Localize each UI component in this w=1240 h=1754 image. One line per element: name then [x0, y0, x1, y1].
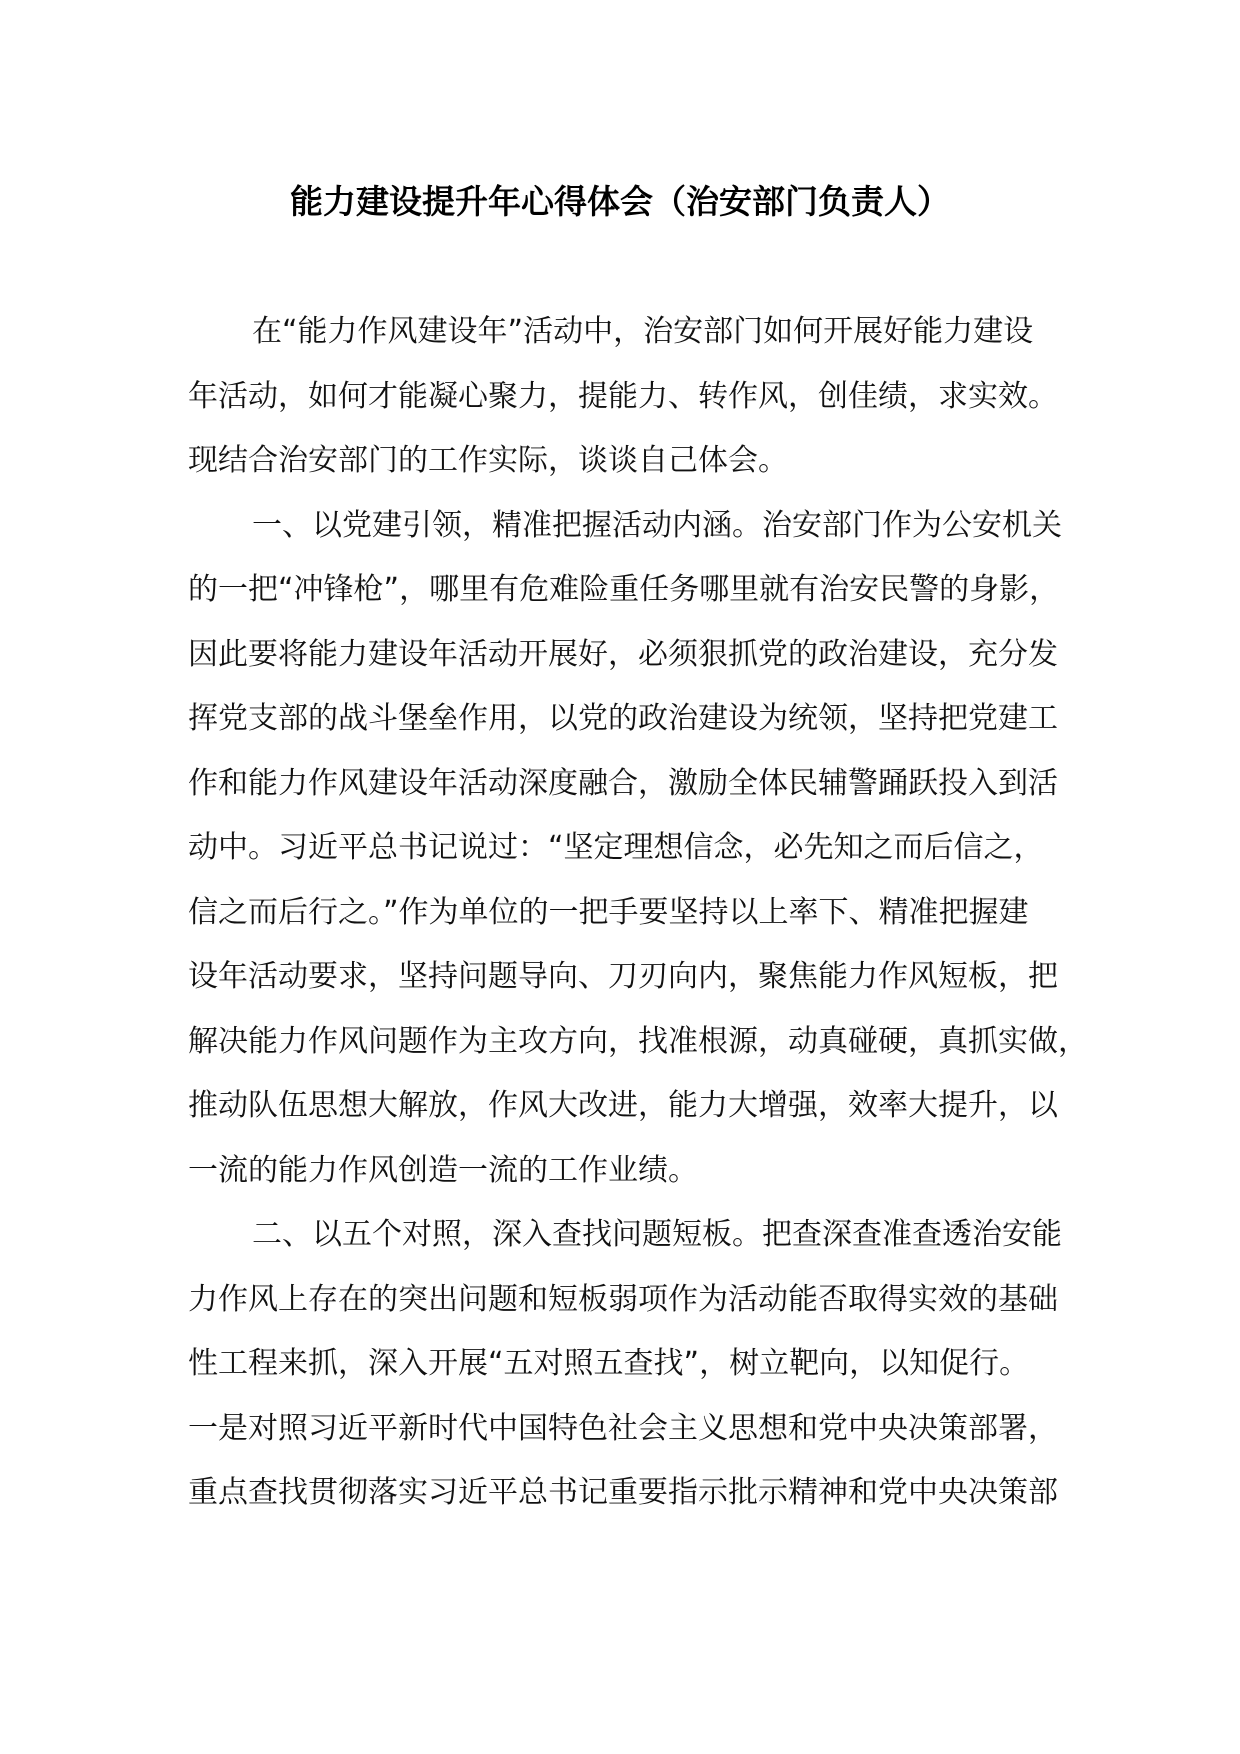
paragraph-line: 在“能力作风建设年”活动中，治安部门如何开展好能力建设 — [252, 314, 1034, 349]
paragraph-line: 推动队伍思想大解放，作风大改进，能力大增强，效率大提升，以 — [188, 1088, 1058, 1123]
paragraph-line: 一、以党建引领，精准把握活动内涵。治安部门作为公安机关 — [252, 507, 1062, 543]
paragraph-line: 二、以五个对照，深入查找问题短板。把查深查准查透治安能 — [252, 1217, 1062, 1252]
paragraph-intro — [188, 300, 1068, 494]
paragraph-line: 因此要将能力建设年活动开展好，必须狠抓党的政治建设，充分发 — [188, 636, 1058, 672]
paragraph-line: 一是对照习近平新时代中国特色社会主义思想和党中央决策部署， — [188, 1410, 1058, 1446]
paragraph-line: 年活动，如何才能凝心聚力，提能力、转作风，创佳绩，求实效。 — [188, 378, 1058, 414]
paragraph-line: 动中。习近平总书记说过：“坚定理想信念，必先知之而后信之， — [188, 830, 1044, 865]
paragraph-line: 信之而后行之。”作为单位的一把手要坚持以上率下、精准把握建 — [188, 894, 1029, 930]
paragraph-line: 解决能力作风问题作为主攻方向，找准根源，动真碰硬，真抓实做， — [188, 1023, 1088, 1059]
paragraph-line: 力作风上存在的突出问题和短板弱项作为活动能否取得实效的基础 — [188, 1281, 1058, 1317]
paragraph-line: 挥党支部的战斗堡垒作用，以党的政治建设为统领，坚持把党建工 — [188, 701, 1058, 736]
document-title: 能力建设提升年心得体会（治安部门负责人） — [290, 182, 950, 221]
paragraph-section-one — [188, 494, 1088, 1204]
paragraph-line: 重点查找贯彻落实习近平总书记重要指示批示精神和党中央决策部 — [188, 1475, 1058, 1510]
paragraph-line: 现结合治安部门的工作实际，谈谈自己体会。 — [188, 443, 788, 478]
paragraph-line: 一流的能力作风创造一流的工作业绩。 — [188, 1152, 698, 1188]
paragraph-line: 性工程来抓，深入开展“五对照五查找”，树立靶向，以知促行。 — [188, 1346, 1030, 1381]
paragraph-line: 作和能力作风建设年活动深度融合，激励全体民辅警踊跃投入到活 — [188, 765, 1058, 801]
paragraph-line: 设年活动要求，坚持问题导向、刀刃向内，聚焦能力作风短板，把 — [188, 959, 1058, 994]
document-body — [188, 300, 1088, 1526]
paragraph-section-two — [188, 1203, 1068, 1526]
paragraph-line: 的一把“冲锋枪”，哪里有危难险重任务哪里就有治安民警的身影， — [188, 572, 1060, 607]
